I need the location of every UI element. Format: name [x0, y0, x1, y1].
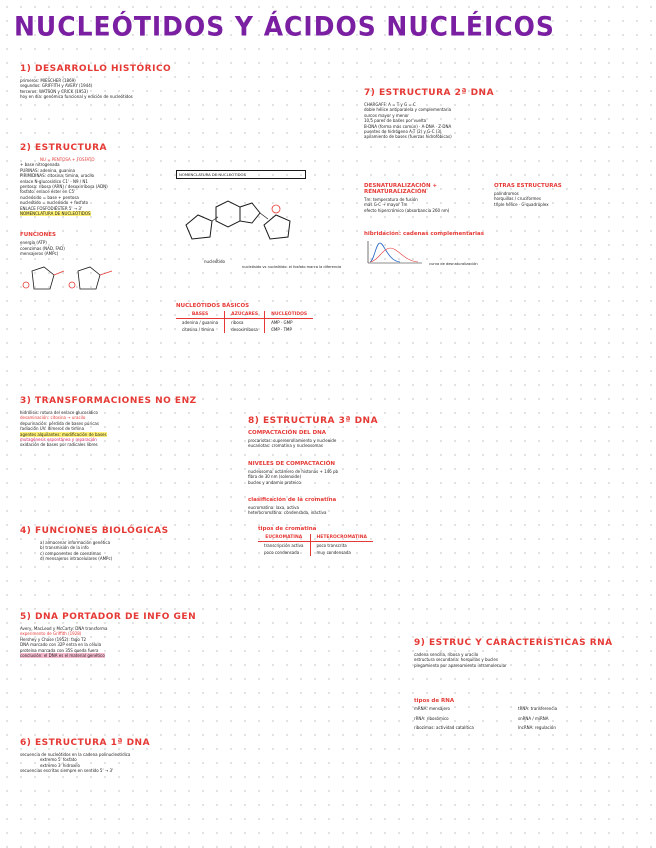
text-line: bucles y andamio proteico: [248, 479, 301, 485]
subheading: NIVELES DE COMPACTACIÓN: [248, 460, 335, 467]
text-line: CHARGAFF: A = T y G = C: [364, 102, 416, 107]
subheading: FUNCIONES: [20, 232, 56, 239]
section-heading: 1) DESARROLLO HISTÓRICO: [20, 64, 172, 74]
text-line: hidrólisis: rotura del enlace glucosídico: [20, 410, 98, 415]
table-row: [176, 326, 313, 333]
table-cell: adenina / guanina: [182, 320, 219, 325]
text-line: palíndromos: [494, 190, 519, 196]
subheading: COMPACTACIÓN DEL DNA: [248, 430, 327, 436]
text-line: experimento de Griffith (1928): [20, 631, 82, 637]
section-biological-functions: [20, 526, 190, 562]
text-line: B-DNA (forma más común) · A-DNA · Z-DNA: [364, 123, 452, 129]
text-line: PURINAS: adenina, guanina: [20, 167, 75, 173]
text-line: plegamiento por apareamiento intramolecular: [414, 662, 507, 668]
table-cell: AMP · GMP: [265, 319, 314, 327]
section-dna-primary-structure: [20, 738, 200, 774]
table-cell: poco transcrita: [310, 541, 373, 549]
text-line: Avery, MacLeod y McCarty: DNA transforma: [20, 626, 108, 631]
table: [176, 311, 313, 333]
list-item: snRNA / miRNA: [518, 715, 549, 721]
text-line: ENLACE FOSFODIÉSTER 5' → 3': [20, 205, 83, 211]
text-line: extremo 3' hidroxilo: [40, 762, 80, 768]
subheading: tipos de RNA: [414, 698, 455, 705]
text-line: proteína marcada con 35S queda fuera: [20, 647, 99, 653]
text-line: primeros: MIESCHER (1869): [20, 78, 76, 83]
text-line: DNA marcado con 32P entra en la célula: [20, 642, 102, 648]
text-line: pentosa: ribosa (ARN) / desoxirribosa (ADN): [20, 184, 108, 190]
highlighted-text: NOMENCLATURA DE NUCLEÓTIDOS: [20, 211, 91, 217]
section-heading: 6) ESTRUCTURA 1ª DNA: [20, 738, 151, 748]
text-line: segundos: GRIFFITH y AVERY (1944): [20, 83, 93, 89]
text-line: b) transmisión de la info: [40, 545, 89, 551]
section-dna-tertiary-structure: [248, 416, 448, 556]
section-heading: 5) DNA PORTADOR DE INFO GEN: [20, 612, 197, 622]
diagram-label: nucleótido: [204, 259, 225, 265]
text-line: nucleosoma: octámero de histonas + 146 pb: [248, 468, 339, 474]
text-line: efecto hipercrómico (absorbancia 260 nm): [364, 207, 450, 213]
table-row: [176, 319, 313, 327]
list-item: rRNA: ribosómico: [414, 715, 449, 721]
text-line: procariotas: superenrollamiento y nucleoide: [248, 438, 337, 443]
section-dna-genetic-carrier: [20, 612, 200, 658]
text-line: + base nitrogenada: [20, 162, 60, 168]
subheading: OTRAS ESTRUCTURAS: [494, 182, 562, 189]
text-line: oxidación de bases por radicales libres: [20, 442, 98, 448]
formula: NU = PENTOSA + FOSFATO: [40, 157, 95, 162]
text-line: 10,5 pares de bases por vuelta: [364, 118, 427, 124]
table-row: [258, 549, 373, 556]
text-line: eucariotas: cromatina y nucleosomas: [248, 443, 323, 449]
section-heading: 2) ESTRUCTURA: [20, 143, 107, 153]
text-line: doble hélice antiparalela y complementaria: [364, 107, 452, 113]
graph-label: curva de desnaturalización: [429, 262, 478, 267]
text-line: secuencias escritas siempre en sentido 5' → 3': [20, 768, 114, 774]
list-item: ribozimas: actividad catalítica: [414, 725, 474, 731]
page-title: NUCLEÓTIDOS Y ÁCIDOS NUCLÉICOS: [14, 11, 555, 42]
text-line: horquillas / cruciformes: [494, 196, 541, 202]
table-cell: desoxirribosa: [225, 326, 265, 333]
text-line: mutagénesis espontánea y reparación: [20, 437, 97, 443]
text-line: nucleótido = nucleósido + fosfato: [20, 200, 89, 206]
nucleotide-sketches: [20, 263, 130, 295]
text-line: d) mensajeros intracelulares (AMPc): [40, 556, 113, 562]
subheading: clasificación de la cromatina: [248, 497, 337, 504]
text-line: apilamiento de bases (fuerzas hidrofóbicas): [364, 134, 452, 140]
text-line: cadena sencilla, ribosa y uracilo: [414, 652, 479, 657]
text-line: enlace N-glucosídico C1' - N9 / N1: [20, 178, 88, 184]
text-line: secuencia de nucleótidos en la cadena polinucleotídica: [20, 752, 131, 757]
text-line: mensajeros (AMPc): [20, 251, 59, 257]
section-heading: 4) FUNCIONES BIOLÓGICAS: [20, 526, 169, 536]
text-line: depurinación: pérdida de bases púricas: [20, 420, 99, 426]
table-cell: citosina / timina: [182, 327, 215, 332]
table-header: BASES: [176, 311, 225, 319]
subheading: DESNATURALIZACIÓN + RENATURALIZACIÓN: [364, 182, 438, 195]
text-line: fibra de 30 nm (solenoide): [248, 474, 302, 480]
section-rna-structure: [414, 638, 614, 730]
text-line: a) almacenar información genética: [40, 540, 111, 545]
denaturation-curve: [364, 239, 424, 265]
section-heading: 3) TRANSFORMACIONES NO ENZ: [20, 396, 197, 406]
table-header: NUCLEÓTIDOS: [265, 311, 314, 319]
text-line: extremo 5' fosfato: [40, 757, 77, 763]
list-item: tRNA: transferencia: [518, 706, 558, 712]
text-line: fosfato: enlace éster en C5': [20, 189, 76, 195]
section-structure: [20, 143, 170, 299]
table-row: [258, 541, 373, 549]
text-line: eucromatina: laxa, activa: [248, 505, 299, 511]
nucleotide-diagram: [176, 170, 342, 270]
table-cell: poco condensada: [264, 549, 300, 555]
section-dna-secondary-structure: [364, 88, 614, 269]
text-line: estructura secundaria: horquillas y bucles: [414, 657, 498, 663]
table-header: EUCROMATINA: [258, 534, 310, 542]
text-line: radiación UV: dímeros de timina: [20, 426, 85, 432]
highlighted-text: agentes alquilantes: modificación de bases: [20, 431, 107, 437]
text-line: hoy en día: genómica funcional y edición de nucleótidos: [20, 94, 133, 100]
section-heading: 8) ESTRUCTURA 3ª DNA: [248, 416, 379, 426]
list-item: lncRNA: regulación: [518, 725, 556, 731]
diagram-note: nucleósido vs nucleótido: el fosfato marca la diferencia: [242, 264, 342, 269]
text-line: PIRIMIDINAS: citosina, timina, uracilo: [20, 173, 95, 179]
text-line: c) componentes de coenzimas: [40, 550, 102, 556]
table-cell: ribosa: [225, 319, 265, 327]
text-line: Hershey y Chase (1952): fago T2: [20, 636, 87, 642]
text-line: heterocromatina: condensada, inactiva: [248, 510, 327, 516]
table-cell: CMP · TMP: [265, 326, 314, 333]
subheading: hibridación: cadenas complementarias: [364, 231, 485, 238]
nucleotide-table: [176, 300, 356, 333]
table: [258, 534, 373, 556]
text-line: desaminación: citosina → uracilo: [20, 415, 86, 421]
highlighted-text: conclusión: el DNA es el material genético: [20, 653, 105, 659]
table-cell: transcripción activa: [264, 542, 304, 548]
section-historical-development: [20, 64, 220, 100]
section-heading: 7) ESTRUCTURA 2ª DNA: [364, 88, 495, 98]
text-line: coenzimas (NAD, FAD): [20, 245, 65, 251]
text-line: Tm: temperatura de fusión: [364, 196, 418, 202]
text-line: surcos mayor y menor: [364, 112, 409, 118]
subheading: tipos de cromatina: [258, 525, 317, 532]
text-line: triple hélice · G-quadruplex: [494, 201, 549, 207]
text-line: nucleósido = base + pentosa: [20, 194, 79, 200]
section-heading: 9) ESTRUC Y CARACTERÍSTICAS RNA: [414, 638, 613, 648]
text-line: terceros: WATSON y CRICK (1953): [20, 88, 88, 94]
text-line: puentes de hidrógeno A-T (2) y G-C (3): [364, 129, 442, 135]
table-header: AZÚCARES: [225, 311, 265, 319]
text-line: energía (ATP): [20, 240, 47, 246]
list-item: mRNA: mensajero: [414, 706, 450, 712]
text-line: más G-C → mayor Tm: [364, 202, 408, 208]
table-header: HETEROCROMATINA: [310, 534, 373, 542]
table-cell: muy condensada: [310, 549, 373, 556]
nucleotide-diagram-shapes: [176, 185, 306, 255]
table-title: NUCLEÓTIDOS BÁSICOS: [176, 303, 250, 309]
section-non-enzymatic-transformations: [20, 396, 197, 448]
diagram-box-text: NOMENCLATURA DE NUCLEÓTIDOS: [176, 170, 306, 179]
